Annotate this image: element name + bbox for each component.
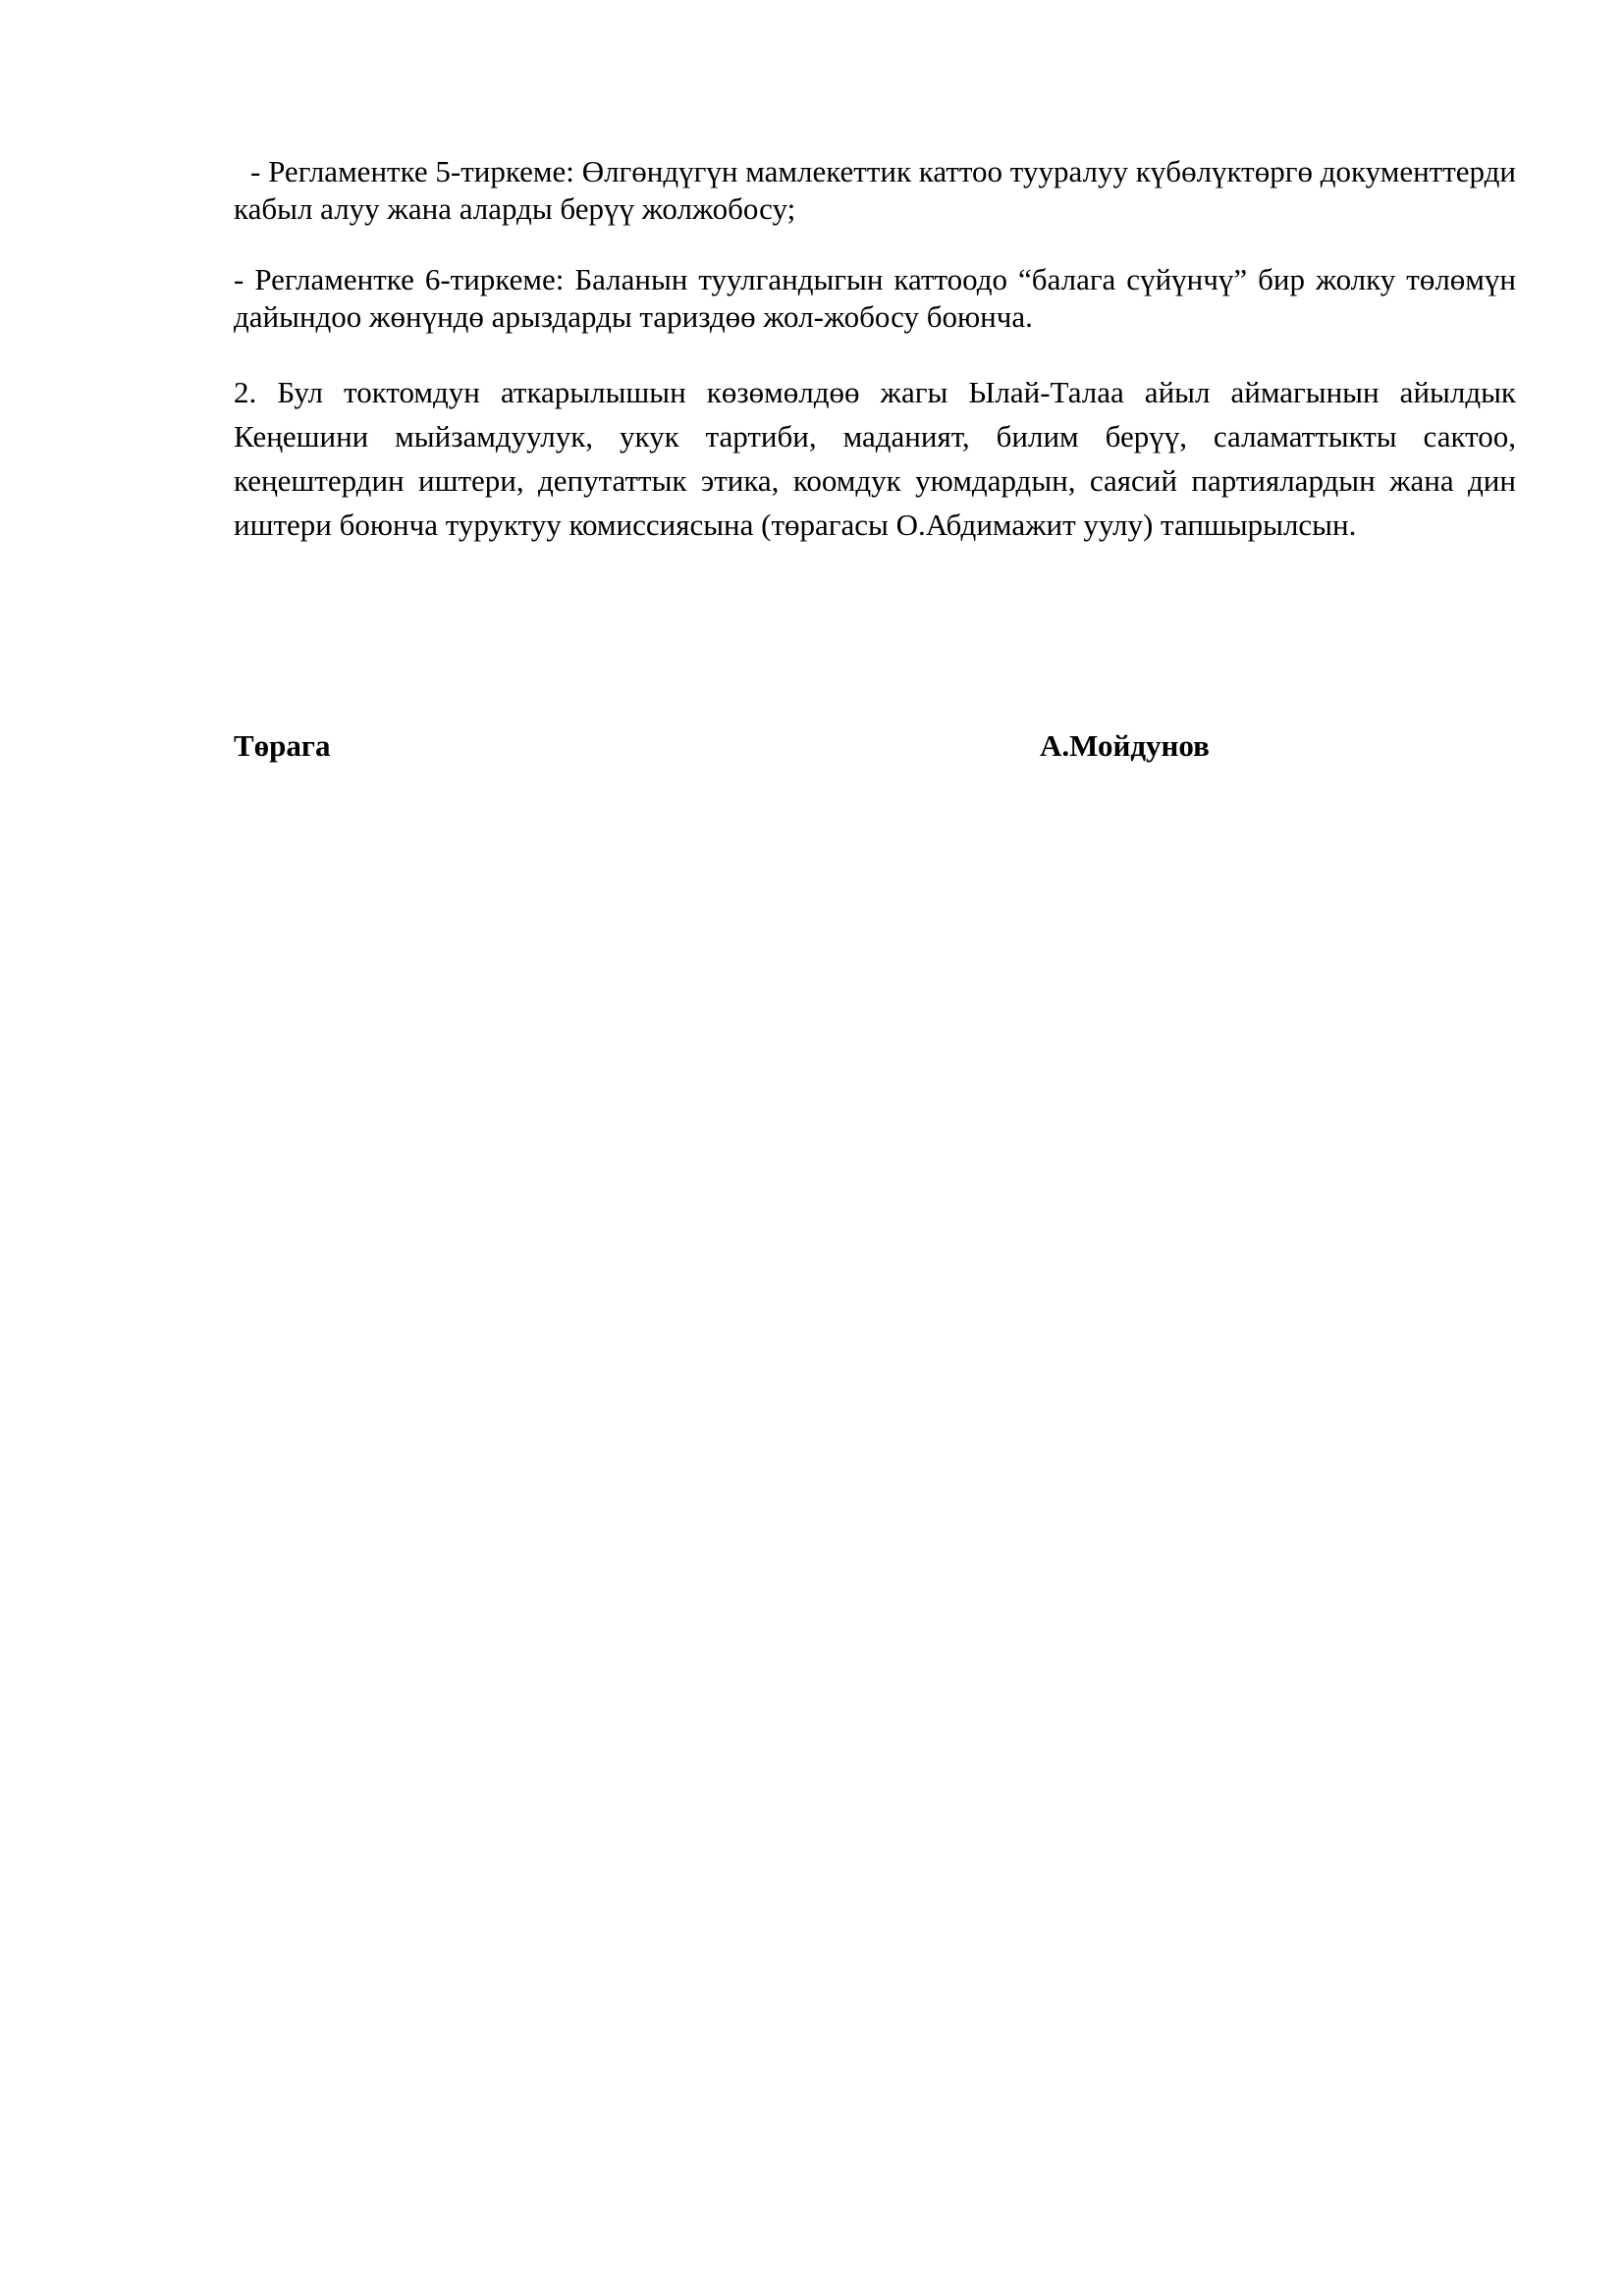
paragraph-control-clause: 2. Бул токтомдун аткарылышын көзөмөлдөө жагы Ылай-Талаа айыл аймагынын айылдык Кеңешини мыйзамдуулук, укук тартиби, маданият, билим берүү, саламаттыкты сактоо, кеңештердин иштери, депутаттык этика, коомдук уюмдардын, саясий партиялардын жана дин иштери боюнча туруктуу комиссиясына (төрагасы О.Абдимажит уулу) тапшырылсын. <box>234 375 1516 542</box>
signature-block <box>234 726 1516 766</box>
paragraph-appendix-6: - Регламентке 6-тиркеме: Баланын туулгандыгын каттоодо “балага сүйүнчү” бир жолку төлөмүн дайындоо жөнүндө арыздарды тариздөө жол-жобосу боюнча. <box>234 262 1516 334</box>
document-body <box>234 153 1516 547</box>
signature-title: Төрага <box>234 728 331 763</box>
paragraph-appendix-5: - Регламентке 5-тиркеме: Өлгөндүгүн мамлекеттик каттоо тууралуу күбөлүктөргө документтерди кабыл алуу жана аларды берүү жолжобосу; <box>234 154 1516 226</box>
signature-name: А.Мойдунов <box>1040 728 1210 763</box>
